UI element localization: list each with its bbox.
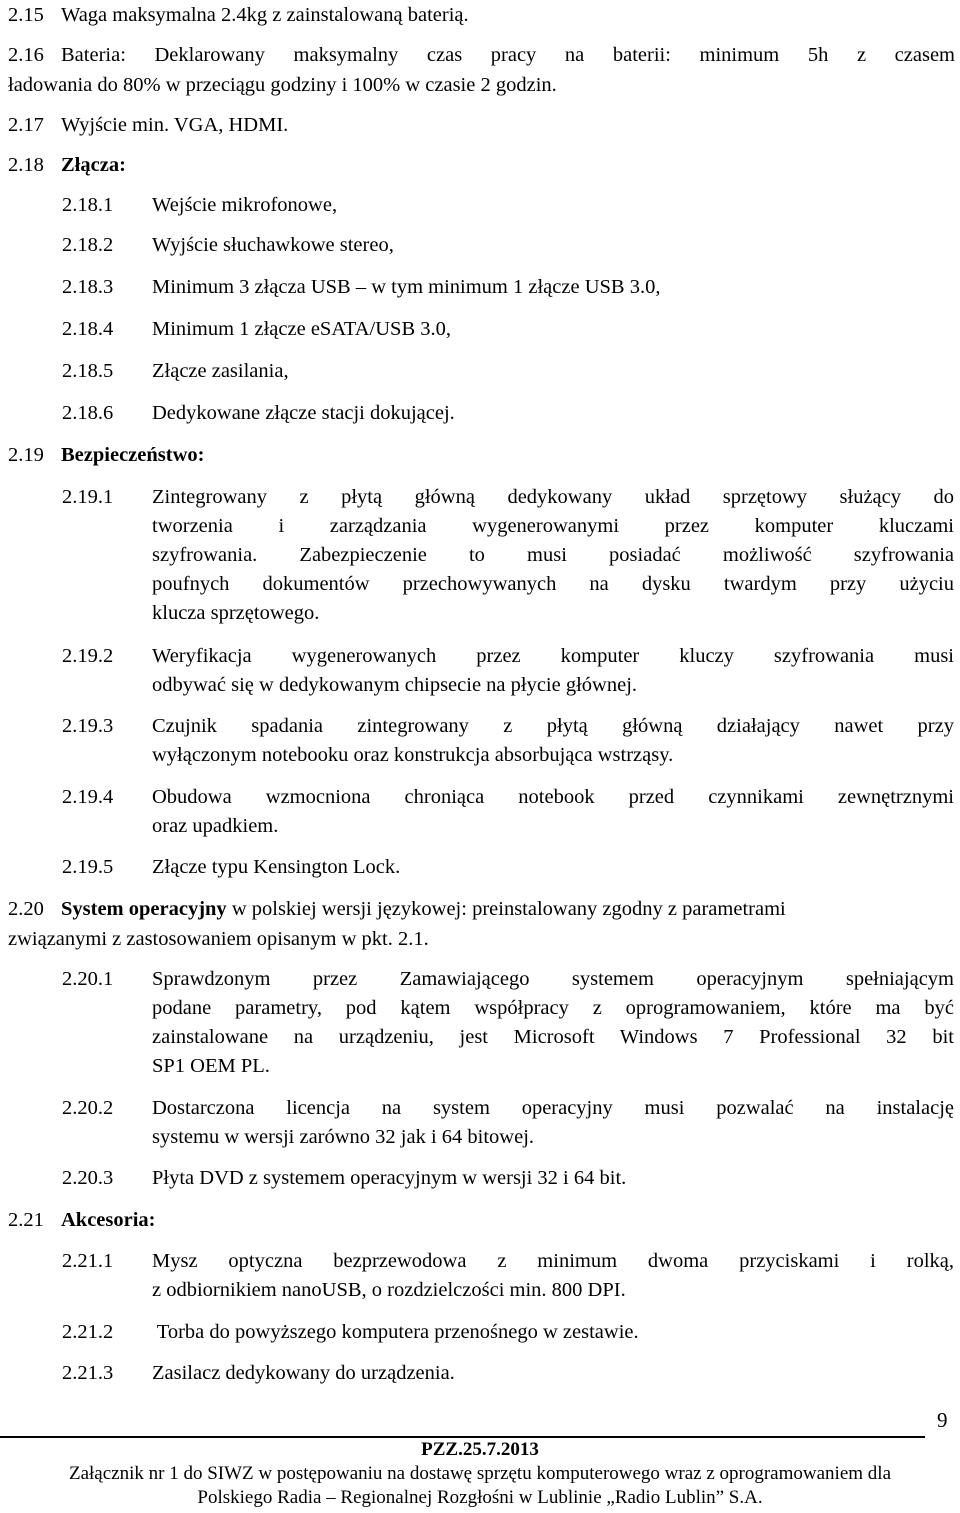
item-number: 2.16: [8, 44, 44, 66]
subitem-text: odbywać się w dedykowanym chipsecie na płycie głównej.: [152, 674, 638, 696]
footer-line-1: Załącznik nr 1 do SIWZ w postępowaniu na dostawę sprzętu komputerowego wraz z oprogramowaniem dla: [68, 1463, 892, 1484]
item-number: 2.17: [8, 114, 44, 136]
section-number: 2.20: [8, 898, 44, 920]
subitem-number: 2.19.1: [62, 486, 114, 508]
subitem-text: Weryfikacja wygenerowanych przez komputer kluczy szyfrowania musi: [152, 645, 954, 667]
subitem-text: Zintegrowany z płytą główną dedykowany układ sprzętowy służący do: [152, 486, 954, 508]
subitem-number: 2.21.2: [62, 1321, 114, 1343]
subitem-text: Torba do powyższego komputera przenośnego w zestawie.: [152, 1321, 639, 1343]
subitem-text: Złącze typu Kensington Lock.: [152, 856, 401, 878]
item-text: Bateria: Deklarowany maksymalny czas pracy na baterii: minimum 5h z czasem: [61, 44, 955, 66]
section-heading-line: [61, 897, 786, 921]
section-title: System operacyjny: [61, 898, 227, 920]
footer-line-2: Polskiego Radia – Regionalnej Rozgłośni w Lublinie „Radio Lublin” S.A.: [197, 1487, 763, 1508]
subitem-number: 2.21.1: [62, 1250, 114, 1272]
section-number: 2.18: [8, 154, 44, 176]
section-title: Bezpieczeństwo:: [61, 444, 205, 466]
subitem-text: klucza sprzętowego.: [152, 602, 320, 624]
section-number: 2.21: [8, 1209, 44, 1231]
subitem-number: 2.19.4: [62, 786, 114, 808]
subitem-number: 2.20.3: [62, 1167, 114, 1189]
subitem-number: 2.18.6: [62, 402, 114, 424]
subitem-text: Mysz optyczna bezprzewodowa z minimum dwoma przyciskami i rolką,: [152, 1250, 954, 1272]
subitem-text: Obudowa wzmocniona chroniąca notebook przed czynnikami zewnętrznymi: [152, 786, 954, 808]
subitem-text: oraz upadkiem.: [152, 815, 279, 837]
subitem-text: Płyta DVD z systemem operacyjnym w wersji 32 i 64 bit.: [152, 1167, 627, 1189]
section-title: Złącza:: [61, 154, 126, 176]
subitem-text: SP1 OEM PL.: [152, 1055, 270, 1077]
subitem-text: z odbiornikiem nanoUSB, o rozdzielczości min. 800 DPI.: [152, 1279, 626, 1301]
subitem-text: podane parametry, pod kątem współpracy z oprogramowaniem, które ma być: [152, 997, 954, 1019]
subitem-text: tworzenia i zarządzania wygenerowanymi przez komputer kluczami: [152, 515, 954, 537]
subitem-text: Minimum 3 złącza USB – w tym minimum 1 złącze USB 3.0,: [152, 276, 661, 298]
subitem-text: wyłączonym notebooku oraz konstrukcja absorbująca wstrząsy.: [152, 744, 674, 766]
subitem-text: Złącze zasilania,: [152, 360, 289, 382]
section-title: Akcesoria:: [61, 1209, 156, 1231]
subitem-text: zainstalowane na urządzeniu, jest Microsoft Windows 7 Professional 32 bit: [152, 1026, 954, 1048]
footer-code: PZZ.25.7.2013: [421, 1439, 539, 1460]
subitem-number: 2.18.1: [62, 194, 114, 216]
subitem-text: Zasilacz dedykowany do urządzenia.: [152, 1362, 455, 1384]
section-number: 2.19: [8, 444, 44, 466]
subitem-text: Wyjście słuchawkowe stereo,: [152, 234, 394, 256]
subitem-number: 2.20.2: [62, 1097, 114, 1119]
subitem-text: Czujnik spadania zintegrowany z płytą główną działający nawet przy: [152, 715, 954, 737]
subitem-text: szyfrowania. Zabezpieczenie to musi posiadać możliwość szyfrowania: [152, 544, 954, 566]
subitem-text: poufnych dokumentów przechowywanych na dysku twardym przy użyciu: [152, 573, 954, 595]
subitem-text: Minimum 1 złącze eSATA/USB 3.0,: [152, 318, 451, 340]
item-text: Wyjście min. VGA, HDMI.: [61, 114, 289, 136]
item-number: 2.15: [8, 4, 44, 26]
subitem-number: 2.18.2: [62, 234, 114, 256]
subitem-text: systemu w wersji zarówno 32 jak i 64 bitowej.: [152, 1126, 535, 1148]
subitem-text: Sprawdzonym przez Zamawiającego systemem operacyjnym spełniającym: [152, 968, 954, 990]
subitem-number: 2.19.5: [62, 856, 114, 878]
subitem-number: 2.21.3: [62, 1362, 114, 1384]
subitem-number: 2.18.4: [62, 318, 114, 340]
item-text: ładowania do 80% w przeciągu godziny i 100% w czasie 2 godzin.: [8, 74, 557, 96]
subitem-number: 2.20.1: [62, 968, 114, 990]
page-number: 9: [937, 1408, 948, 1432]
subitem-text: Wejście mikrofonowe,: [152, 194, 338, 216]
section-text: związanymi z zastosowaniem opisanym w pkt. 2.1.: [8, 928, 429, 950]
section-title-rest: w polskiej wersji językowej: preinstalowany zgodny z parametrami: [226, 898, 786, 920]
subitem-text: Dedykowane złącze stacji dokującej.: [152, 402, 455, 424]
subitem-number: 2.19.2: [62, 645, 114, 667]
item-text: Waga maksymalna 2.4kg z zainstalowaną baterią.: [61, 4, 469, 26]
subitem-number: 2.18.5: [62, 360, 114, 382]
footer-divider: [0, 1436, 925, 1438]
subitem-number: 2.18.3: [62, 276, 114, 298]
subitem-number: 2.19.3: [62, 715, 114, 737]
subitem-text: Dostarczona licencja na system operacyjny musi pozwalać na instalację: [152, 1097, 954, 1119]
